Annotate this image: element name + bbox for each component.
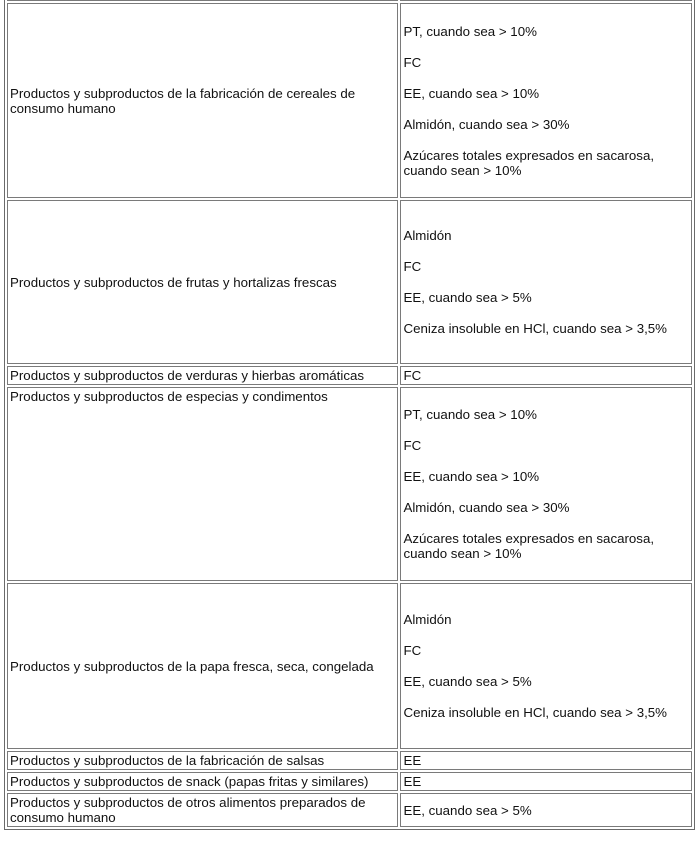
analysis-cell xyxy=(400,583,692,749)
table-row xyxy=(7,583,692,749)
table-row xyxy=(7,366,692,385)
table-row xyxy=(7,772,692,791)
analysis-cell xyxy=(400,200,692,364)
analysis-item: EE, cuando sea > 5% xyxy=(403,802,532,818)
product-name: Productos y subproductos de otros alimentos preparados de consumo humano xyxy=(10,795,366,825)
analysis-item: Almidón, cuando sea > 30% xyxy=(403,500,570,515)
analysis-item: Azúcares totales expresados en sacarosa, cuando sean > 10% xyxy=(403,531,655,561)
analysis-item: FC xyxy=(403,368,422,383)
analysis-cell xyxy=(400,751,692,770)
product-cell xyxy=(7,0,398,1)
analysis-item: FC xyxy=(403,54,422,70)
analysis-item: Azúcares totales expresados en sacarosa, cuando sean > 10% xyxy=(403,147,655,178)
product-cell xyxy=(7,793,398,827)
analysis-item: PT, cuando sea > 10% xyxy=(403,407,537,422)
table-row xyxy=(7,751,692,770)
product-cell xyxy=(7,366,398,385)
analysis-table xyxy=(4,0,695,830)
analysis-item: FC xyxy=(403,643,422,658)
product-cell xyxy=(7,387,398,581)
product-name: Productos y subproductos de snack (papas fritas y similares) xyxy=(10,774,369,789)
analysis-cell xyxy=(400,793,692,827)
analysis-item: EE, cuando sea > 5% xyxy=(403,674,532,689)
analysis-item: EE, cuando sea > 10% xyxy=(403,85,540,101)
product-cell xyxy=(7,772,398,791)
table-row xyxy=(7,3,692,198)
product-name: Productos y subproductos de la fabricación de cereales de consumo humano xyxy=(10,85,356,116)
analysis-item: Ceniza insoluble en HCl, cuando sea > 3,5% xyxy=(403,321,668,336)
table-row xyxy=(7,200,692,364)
product-name: Productos y subproductos de la papa fresca, seca, congelada xyxy=(10,658,374,674)
product-cell xyxy=(7,583,398,749)
analysis-cell xyxy=(400,0,692,1)
analysis-item: FC xyxy=(403,438,422,453)
product-name: Productos y subproductos de verduras y hierbas aromáticas xyxy=(10,368,365,383)
analysis-item: EE, cuando sea > 5% xyxy=(403,290,532,305)
analysis-cell xyxy=(400,366,692,385)
product-cell xyxy=(7,200,398,364)
analysis-cell xyxy=(400,387,692,581)
product-name: Productos y subproductos de frutas y hortalizas frescas xyxy=(10,274,337,290)
analysis-cell xyxy=(400,772,692,791)
product-cell xyxy=(7,751,398,770)
table-row xyxy=(7,387,692,581)
analysis-item: EE xyxy=(403,774,422,789)
table-row-partial xyxy=(7,0,692,1)
analysis-item: Ceniza insoluble en HCl, cuando sea > 3,5% xyxy=(403,705,668,720)
analysis-item: Almidón, cuando sea > 30% xyxy=(403,116,570,132)
table-row xyxy=(7,793,692,827)
analysis-item: EE, cuando sea > 10% xyxy=(403,469,540,484)
analysis-cell xyxy=(400,3,692,198)
analysis-item: EE xyxy=(403,753,422,768)
product-name: Productos y subproductos de la fabricación de salsas xyxy=(10,753,325,768)
product-cell xyxy=(7,3,398,198)
product-name: Productos y subproductos de especias y condimentos xyxy=(10,389,328,404)
analysis-item: FC xyxy=(403,259,422,274)
analysis-item: Almidón xyxy=(403,612,452,627)
analysis-item: PT, cuando sea > 10% xyxy=(403,23,537,39)
analysis-item: Almidón xyxy=(403,228,452,243)
